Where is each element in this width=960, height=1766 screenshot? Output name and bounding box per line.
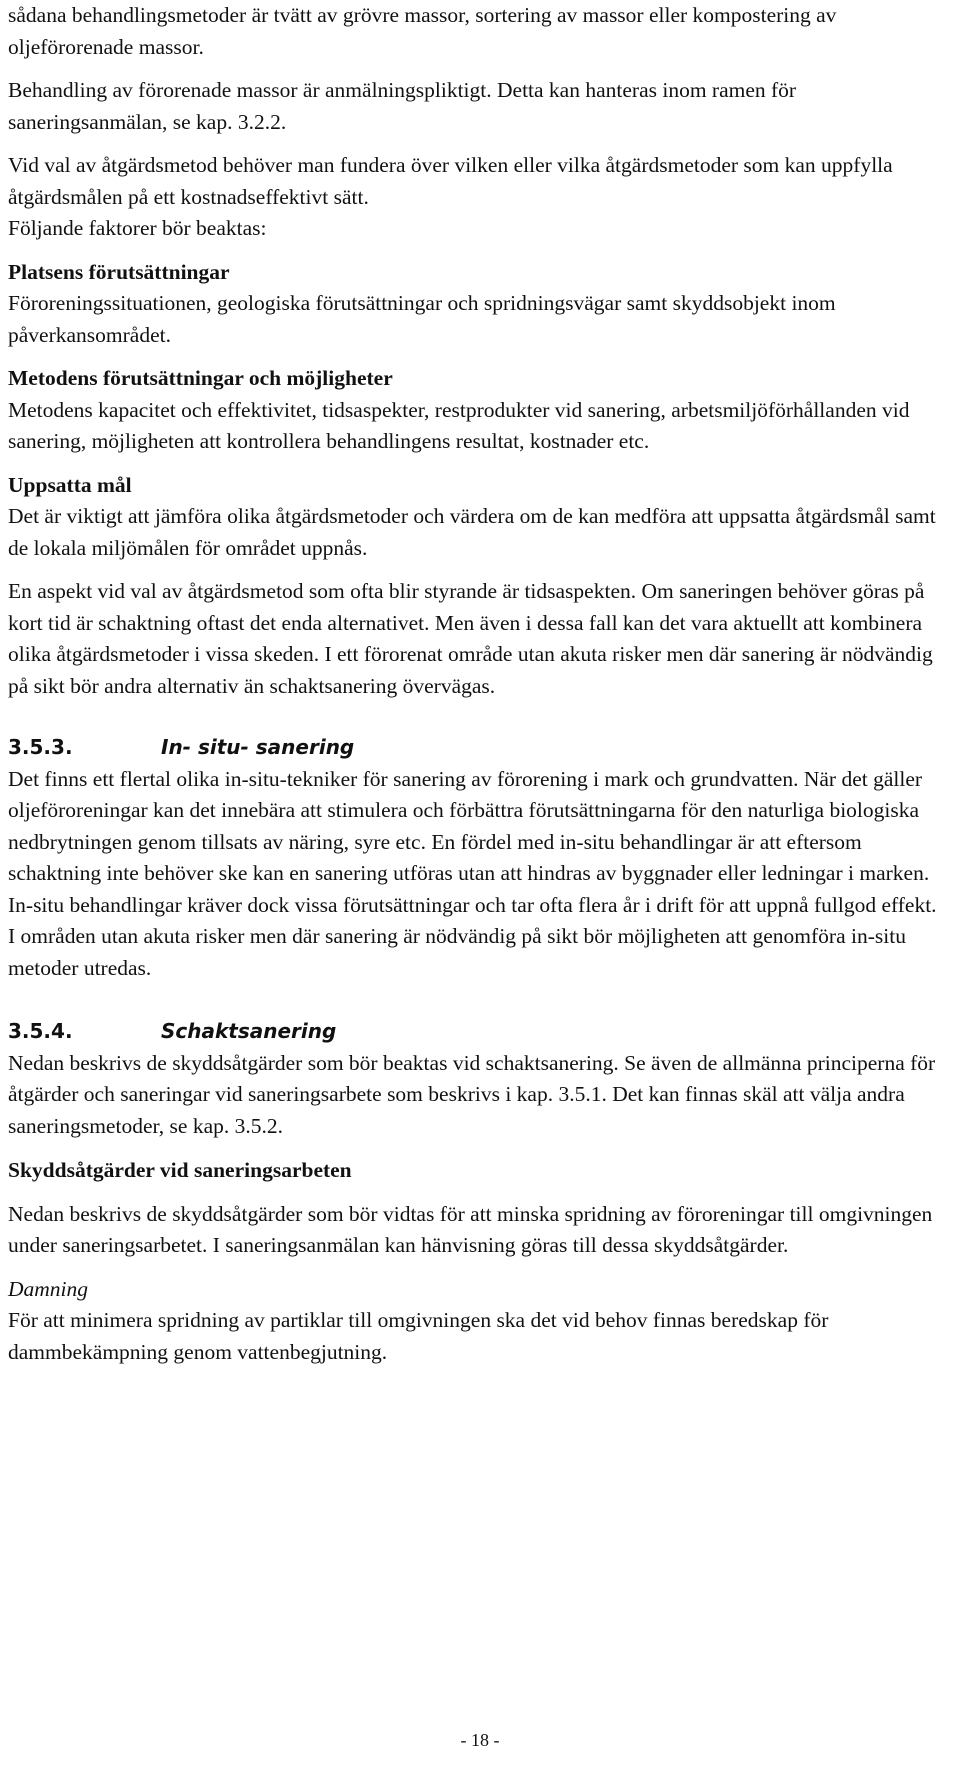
document-page xyxy=(8,0,938,1368)
paragraph-metodens: Metodens kapacitet och effektivitet, tidsaspekter, restprodukter vid sanering, arbetsmiljöförhållanden vid sanering, möjligheten att kontrollera behandlingens resultat, kostnader etc. xyxy=(8,397,910,453)
page-number: - 18 - xyxy=(460,1730,500,1750)
heading-uppsatta-mal: Uppsatta mål xyxy=(8,472,132,497)
heading-damning: Damning xyxy=(8,1276,89,1301)
paragraph-platsens: Föroreningssituationen, geologiska förutsättningar och spridningsvägar samt skyddsobjekt inom påverkansområdet. xyxy=(8,291,836,347)
section-heading-353 xyxy=(8,732,938,764)
section-title: Schaktsanering xyxy=(161,1019,337,1043)
heading-metodens: Metodens förutsättningar och möjligheter xyxy=(8,366,393,390)
heading-skyddsatgarder: Skyddsåtgärder vid saneringsarbeten xyxy=(8,1158,352,1182)
paragraph-notification: Behandling av förorenade massor är anmälningspliktigt. Detta kan hanteras inom ramen för saneringsanmälan, se kap. 3.2.2. xyxy=(8,78,797,134)
paragraph-in-situ: Det finns ett flertal olika in-situ-tekniker för sanering av förorening i mark och grundvatten. När det gäller oljeföroreningar kan det innebära att stimulera och förbättra förutsättningarna för den naturliga biologiska nedbrytningen genom tillsats av näring, syre etc. En fördel med in-situ behandlingar är att eftersom schaktning inte behöver ske kan en sanering utföras utan att hindras av byggnader eller ledningar i marken. In-situ behandlingar kräver dock vissa förutsättningar och tar ofta flera år i drift för att uppnå fullgod effekt. I områden utan akuta risker men där sanering är nödvändig på sikt bör möjligheten att genomföra in-situ metoder utredas. xyxy=(8,766,937,980)
paragraph-schaktsanering: Nedan beskrivs de skyddsåtgärder som bör beaktas vid schaktsanering. Se även de allmänna principerna för åtgärder och saneringar vid saneringsarbete som beskrivs i kap. 3.5.1. Det kan finnas skäl att välja andra saneringsmetoder, se kap. 3.5.2. xyxy=(8,1050,936,1138)
heading-platsens: Platsens förutsättningar xyxy=(8,259,230,284)
paragraph-damning: För att minimera spridning av partiklar till omgivningen ska det vid behov finnas beredskap för dammbekämpning genom vattenbegjutning. xyxy=(8,1308,829,1364)
section-heading-354 xyxy=(8,1016,938,1048)
paragraph-uppsatta-mal: Det är viktigt att jämföra olika åtgärdsmetoder och värdera om de kan medföra att uppsatta åtgärdsmål samt de lokala miljömålen för området uppnås. xyxy=(8,504,936,560)
paragraph-intro: sådana behandlingsmetoder är tvätt av grövre massor, sortering av massor eller kompostering av oljeförorenade massor. xyxy=(8,3,837,59)
paragraph-tidsaspekt: En aspekt vid val av åtgärdsmetod som ofta blir styrande är tidsaspekten. Om saneringen behöver göras på kort tid är schaktning oftast det enda alternativet. Men även i dessa fall kan det vara aktuellt att kombinera olika åtgärdsmetoder i vissa skeden. I ett förorenat område utan akuta risker men där sanering är nödvändig på sikt bör andra alternativ än schaktsanering övervägas. xyxy=(8,579,933,698)
section-number: 3.5.3. xyxy=(8,735,73,759)
paragraph-factors-intro: Följande faktorer bör beaktas: xyxy=(8,216,267,240)
section-number: 3.5.4. xyxy=(8,1019,73,1043)
section-title: In- situ- sanering xyxy=(161,735,355,759)
paragraph-skyddsatgarder: Nedan beskrivs de skyddsåtgärder som bör vidtas för att minska spridning av föroreningar till omgivningen under saneringsarbetet. I saneringsanmälan kan hänvisning göras till dessa skyddsåtgärder. xyxy=(8,1201,933,1257)
paragraph-method-choice: Vid val av åtgärdsmetod behöver man fundera över vilken eller vilka åtgärdsmetoder som kan uppfylla åtgärdsmålen på ett kostnadseffektivt sätt. xyxy=(8,153,893,209)
